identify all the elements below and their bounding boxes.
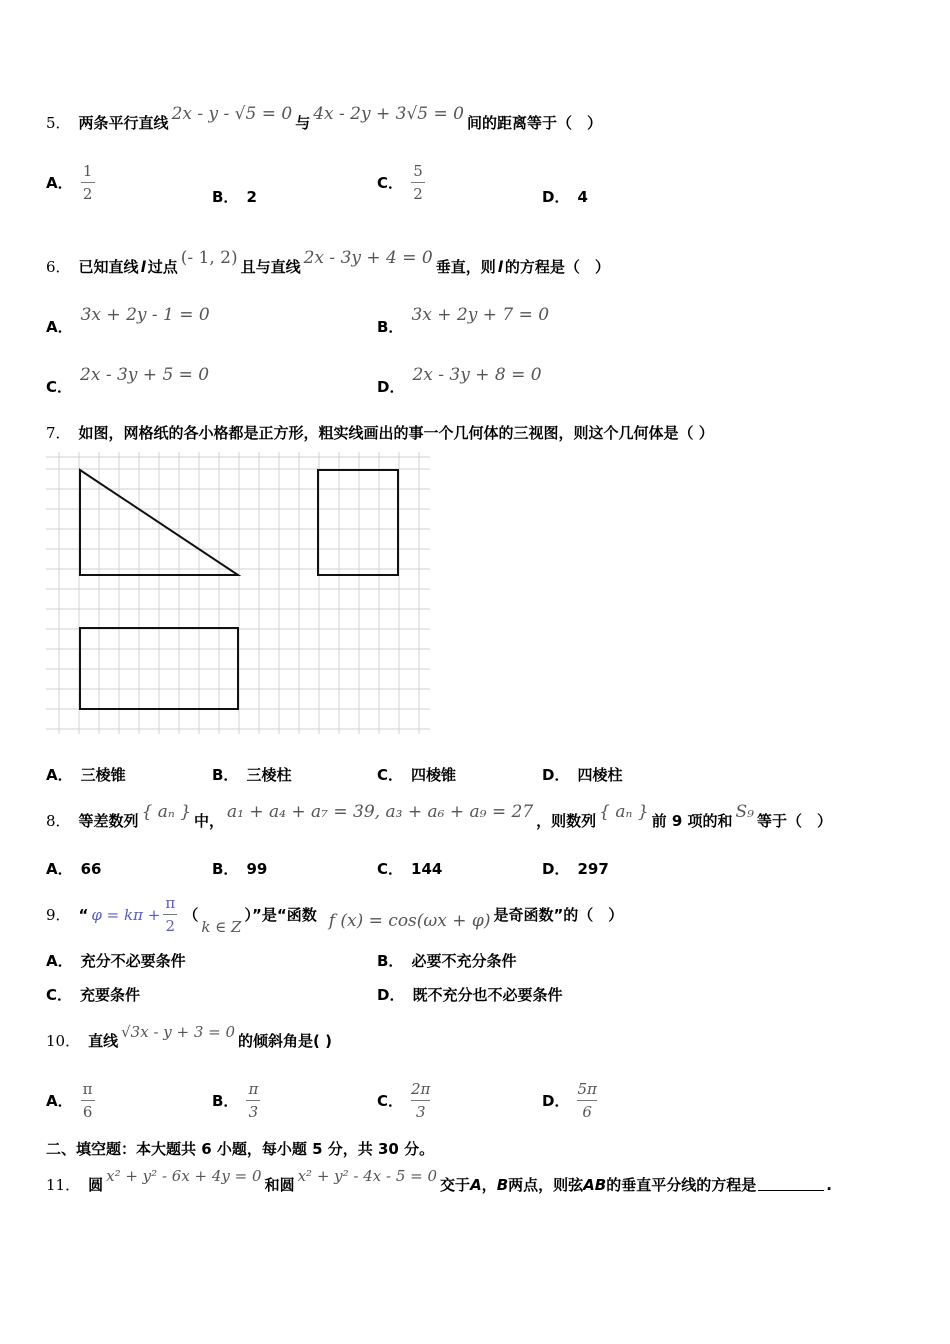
question-text: 已知直线 bbox=[78, 258, 139, 276]
equation: 2x - y - √5 = 0 bbox=[171, 103, 293, 124]
question-number: 11． bbox=[46, 1176, 81, 1194]
option-c[interactable] bbox=[377, 764, 456, 785]
option-a[interactable] bbox=[46, 162, 95, 203]
fraction-bar bbox=[163, 914, 177, 915]
option-a[interactable] bbox=[46, 304, 210, 337]
fraction-bar bbox=[411, 182, 425, 183]
fraction bbox=[163, 894, 177, 935]
fraction bbox=[577, 1080, 596, 1121]
option-d[interactable] bbox=[377, 984, 562, 1005]
phi-expression: φ = kπ + bbox=[91, 905, 161, 924]
question-text: ）”是“函数 bbox=[244, 906, 317, 924]
option-text: 4 bbox=[577, 187, 588, 206]
option-label: C． bbox=[46, 378, 73, 396]
fraction bbox=[411, 162, 425, 203]
option-a[interactable] bbox=[46, 950, 186, 971]
question-text: （ bbox=[183, 906, 199, 924]
numerator: 5 bbox=[413, 162, 423, 180]
option-label: D． bbox=[542, 766, 570, 784]
option-b[interactable] bbox=[377, 304, 550, 337]
fraction bbox=[246, 1080, 260, 1121]
option-d[interactable] bbox=[542, 764, 622, 785]
option-d[interactable] bbox=[377, 364, 542, 397]
side-view-rectangle bbox=[318, 470, 398, 575]
option-label: A． bbox=[46, 174, 73, 192]
fraction-bar bbox=[246, 1100, 260, 1101]
fraction-bar bbox=[81, 1100, 95, 1101]
chord-ab: AB bbox=[583, 1175, 607, 1194]
function: f (x) = cos(ωx + φ) bbox=[328, 910, 491, 931]
section-title: 二、填空题：本大题共 6 小题，每小题 5 分，共 30 分。 bbox=[46, 1140, 435, 1158]
question-number: 5． bbox=[46, 114, 71, 132]
option-label: B． bbox=[377, 318, 404, 336]
option-label: B． bbox=[212, 860, 239, 878]
numerator: π bbox=[248, 1080, 259, 1098]
option-text: 必要不充分条件 bbox=[411, 952, 517, 970]
numerator: 2π bbox=[411, 1080, 431, 1098]
option-label: D． bbox=[377, 378, 405, 396]
point: (- 1, 2) bbox=[180, 247, 238, 268]
option-d[interactable] bbox=[542, 186, 588, 207]
question-8 bbox=[46, 801, 832, 831]
question-text: 垂直，则 bbox=[435, 258, 496, 276]
equation: x² + y² - 4x - 5 = 0 bbox=[297, 1166, 438, 1185]
option-b[interactable] bbox=[212, 186, 257, 207]
option-label: D． bbox=[542, 1092, 570, 1110]
numerator: π bbox=[82, 1080, 93, 1098]
question-7 bbox=[46, 422, 714, 443]
option-text: 四棱锥 bbox=[411, 766, 457, 784]
question-11 bbox=[46, 1166, 832, 1195]
equation: 3x + 2y + 7 = 0 bbox=[411, 304, 550, 325]
option-c[interactable] bbox=[377, 1080, 430, 1121]
question-6 bbox=[46, 247, 610, 277]
question-text: 两点，则弦 bbox=[508, 1176, 584, 1194]
fraction bbox=[81, 1080, 95, 1121]
question-number: 8． bbox=[46, 812, 71, 830]
option-b[interactable] bbox=[212, 764, 291, 785]
option-c[interactable] bbox=[377, 162, 425, 203]
question-text: 中， bbox=[194, 812, 225, 830]
fraction-bar bbox=[577, 1100, 596, 1101]
question-text: 如图，网格纸的各小格都是正方形，粗实线画出的事一个几何体的三视图，则这个几何体是（ ） bbox=[78, 424, 714, 442]
question-number: 10． bbox=[46, 1032, 81, 1050]
option-label: D． bbox=[377, 986, 405, 1004]
question-text: 是奇函数”的（ ） bbox=[493, 906, 624, 924]
question-text: 等差数列 bbox=[78, 812, 139, 830]
option-label: C． bbox=[377, 1092, 404, 1110]
option-a[interactable] bbox=[46, 764, 126, 785]
sequence: { aₙ } bbox=[141, 801, 192, 822]
variable-l: l bbox=[497, 257, 503, 276]
fraction bbox=[411, 1080, 430, 1121]
option-text: 2 bbox=[246, 187, 257, 206]
equation: 2x - 3y + 5 = 0 bbox=[80, 364, 210, 385]
question-text: 的倾斜角是( ) bbox=[238, 1032, 332, 1050]
option-label: B． bbox=[212, 766, 239, 784]
question-text: 的方程是（ ） bbox=[504, 258, 610, 276]
question-text: ， bbox=[481, 1176, 497, 1194]
option-label: A． bbox=[46, 318, 73, 336]
question-text: 直线 bbox=[88, 1032, 119, 1050]
option-label: D． bbox=[542, 188, 570, 206]
question-text: 和圆 bbox=[264, 1176, 295, 1194]
equation: √3x - y + 3 = 0 bbox=[121, 1022, 236, 1041]
option-label: C． bbox=[377, 174, 404, 192]
option-label: A． bbox=[46, 952, 73, 970]
question-text: 圆 bbox=[88, 1176, 104, 1194]
option-c[interactable] bbox=[46, 984, 140, 1005]
option-c[interactable] bbox=[46, 364, 210, 397]
question-text: 的垂直平分线的方程是 bbox=[606, 1176, 757, 1194]
question-text: 两条平行直线 bbox=[78, 114, 169, 132]
option-label: D． bbox=[542, 860, 570, 878]
sequence: { aₙ } bbox=[599, 801, 649, 822]
denominator: 2 bbox=[413, 185, 423, 203]
equation: 3x + 2y - 1 = 0 bbox=[80, 304, 210, 325]
option-b[interactable] bbox=[212, 1080, 260, 1121]
option-label: B． bbox=[212, 1092, 239, 1110]
option-a[interactable] bbox=[46, 858, 101, 879]
numerator: 5π bbox=[577, 1080, 597, 1098]
option-b[interactable] bbox=[377, 950, 516, 971]
option-label: C． bbox=[377, 860, 404, 878]
option-text: 三棱柱 bbox=[246, 766, 292, 784]
question-number: 7． bbox=[46, 424, 71, 442]
section-heading bbox=[46, 1138, 434, 1159]
option-label: A． bbox=[46, 1092, 73, 1110]
option-label: B． bbox=[212, 188, 239, 206]
denominator: 3 bbox=[415, 1103, 426, 1121]
equation: x² + y² - 6x + 4y = 0 bbox=[106, 1166, 262, 1185]
condition: a₁ + a₄ + a₇ = 39, a₃ + a₆ + a₉ = 27 bbox=[227, 801, 534, 822]
question-text: 交于 bbox=[440, 1176, 471, 1194]
question-text: ，则数列 bbox=[536, 812, 597, 830]
fraction-bar bbox=[81, 182, 95, 183]
option-text: 99 bbox=[246, 859, 268, 878]
answer-blank[interactable] bbox=[758, 1178, 824, 1191]
question-number: 6． bbox=[46, 258, 71, 276]
k-condition: k ∈ Z bbox=[201, 917, 242, 936]
equation: 2x - 3y + 8 = 0 bbox=[412, 364, 542, 385]
question-number: 9． bbox=[46, 906, 71, 924]
denominator: 6 bbox=[82, 1103, 93, 1121]
denominator: 2 bbox=[82, 185, 93, 203]
option-text: 充分不必要条件 bbox=[80, 952, 186, 970]
three-view-figure bbox=[46, 452, 430, 734]
option-text: 既不充分也不必要条件 bbox=[412, 986, 563, 1004]
question-text: 与 bbox=[295, 114, 311, 132]
option-c[interactable] bbox=[377, 858, 442, 879]
option-b[interactable] bbox=[212, 858, 267, 879]
question-text: . bbox=[826, 1175, 832, 1194]
option-label: C． bbox=[377, 766, 404, 784]
question-text: “ bbox=[78, 905, 89, 924]
option-label: A． bbox=[46, 766, 73, 784]
option-text: 三棱锥 bbox=[80, 766, 126, 784]
question-text: 且与直线 bbox=[240, 258, 301, 276]
numerator: 1 bbox=[82, 162, 93, 180]
question-text: 间的距离等于（ ） bbox=[466, 114, 602, 132]
question-text: 过点 bbox=[147, 258, 178, 276]
option-text: 充要条件 bbox=[80, 986, 141, 1004]
question-text: 前 9 项的和 bbox=[651, 812, 733, 830]
option-label: A． bbox=[46, 860, 73, 878]
option-a[interactable] bbox=[46, 1080, 95, 1121]
equation: 2x - 3y + 4 = 0 bbox=[303, 247, 433, 268]
equation: 4x - 2y + 3√5 = 0 bbox=[313, 103, 464, 124]
option-d[interactable] bbox=[542, 1080, 597, 1121]
numerator: π bbox=[165, 894, 176, 912]
question-9 bbox=[46, 894, 623, 935]
denominator: 2 bbox=[165, 917, 176, 935]
option-text: 297 bbox=[577, 859, 609, 878]
option-label: B． bbox=[377, 952, 404, 970]
fraction-bar bbox=[411, 1100, 430, 1101]
fraction bbox=[81, 162, 95, 203]
sum: S₉ bbox=[735, 801, 754, 822]
question-10 bbox=[46, 1022, 332, 1051]
point-b: B bbox=[496, 1175, 509, 1194]
point-a: A bbox=[470, 1175, 482, 1194]
denominator: 6 bbox=[582, 1103, 592, 1121]
option-text: 66 bbox=[80, 859, 102, 878]
option-text: 四棱柱 bbox=[577, 766, 623, 784]
option-label: C． bbox=[46, 986, 73, 1004]
option-d[interactable] bbox=[542, 858, 609, 879]
variable-l: l bbox=[140, 257, 146, 276]
question-text: 等于（ ） bbox=[756, 812, 832, 830]
question-5 bbox=[46, 103, 602, 133]
denominator: 3 bbox=[248, 1103, 259, 1121]
option-text: 144 bbox=[411, 859, 443, 878]
